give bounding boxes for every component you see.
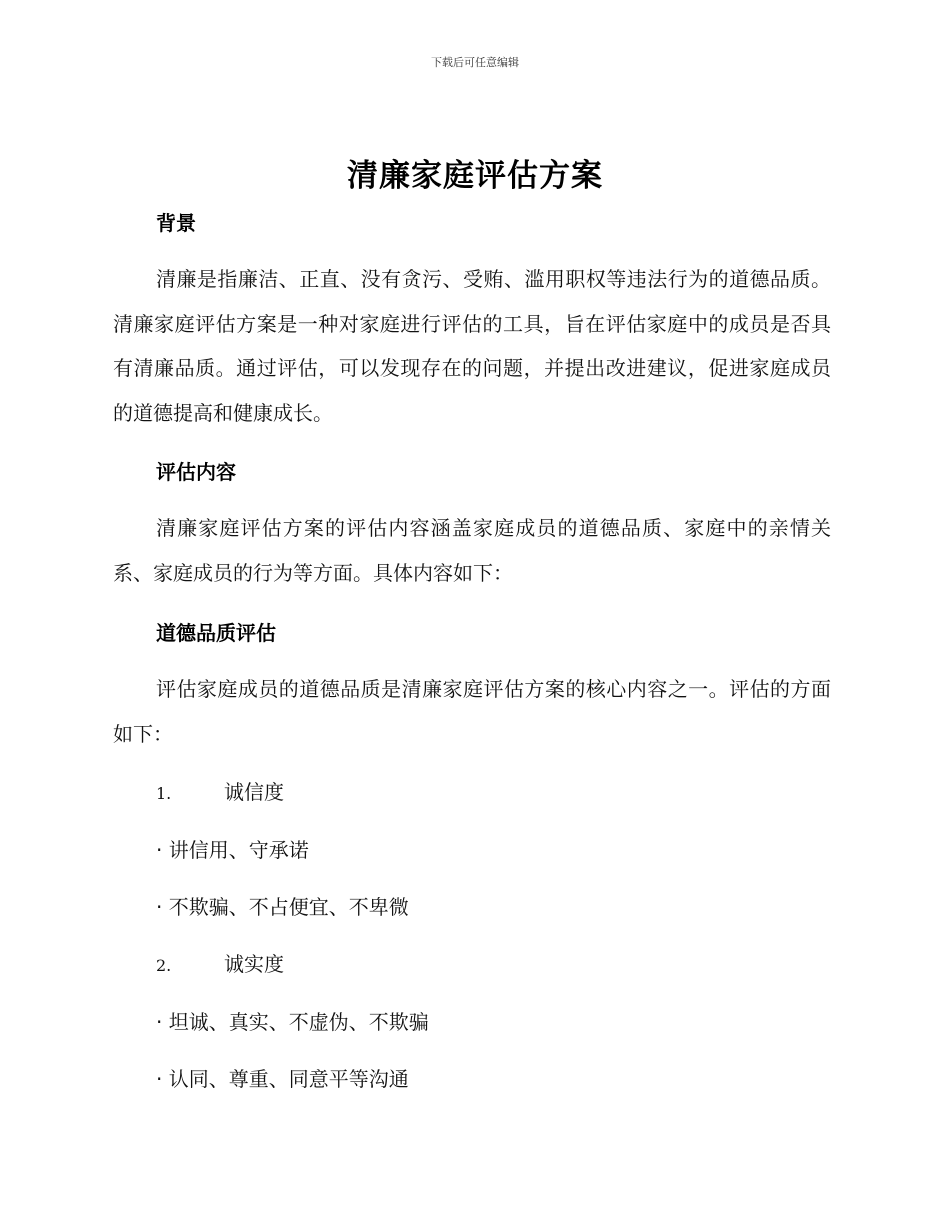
list-label: 诚实度 (224, 952, 284, 976)
list-number: 2. (156, 956, 172, 975)
section-heading-content: 评估内容 (156, 460, 236, 484)
bullet-item: · 坦诚、真实、不虚伪、不欺骗 (156, 1010, 429, 1034)
paragraph-background: 清廉是指廉洁、正直、没有贪污、受贿、滥用职权等违法行为的道德品质。清廉家庭评估方案是一种对家庭进行评估的工具，旨在评估家庭中的成员是否具有清廉品质。通过评估，可以发现存在的问题，并提出改进建议，促进家庭成员的道德提高和健康成长。 (113, 267, 831, 426)
header-note: 下载后可任意编辑 (431, 56, 519, 69)
section-heading-moral: 道德品质评估 (156, 621, 276, 645)
paragraph-moral: 评估家庭成员的道德品质是清廉家庭评估方案的核心内容之一。评估的方面如下： (113, 677, 831, 746)
list-item (156, 948, 284, 977)
document-title: 清廉家庭评估方案 (347, 158, 603, 194)
list-item (156, 776, 284, 805)
paragraph-content: 清廉家庭评估方案的评估内容涵盖家庭成员的道德品质、家庭中的亲情关系、家庭成员的行为等方面。具体内容如下： (113, 516, 831, 585)
bullet-item: · 讲信用、守承诺 (156, 838, 309, 862)
section-heading-background: 背景 (156, 211, 196, 235)
list-number: 1. (156, 784, 172, 803)
bullet-item: · 认同、尊重、同意平等沟通 (156, 1067, 409, 1091)
list-label: 诚信度 (224, 780, 284, 804)
bullet-item: · 不欺骗、不占便宜、不卑微 (156, 895, 409, 919)
